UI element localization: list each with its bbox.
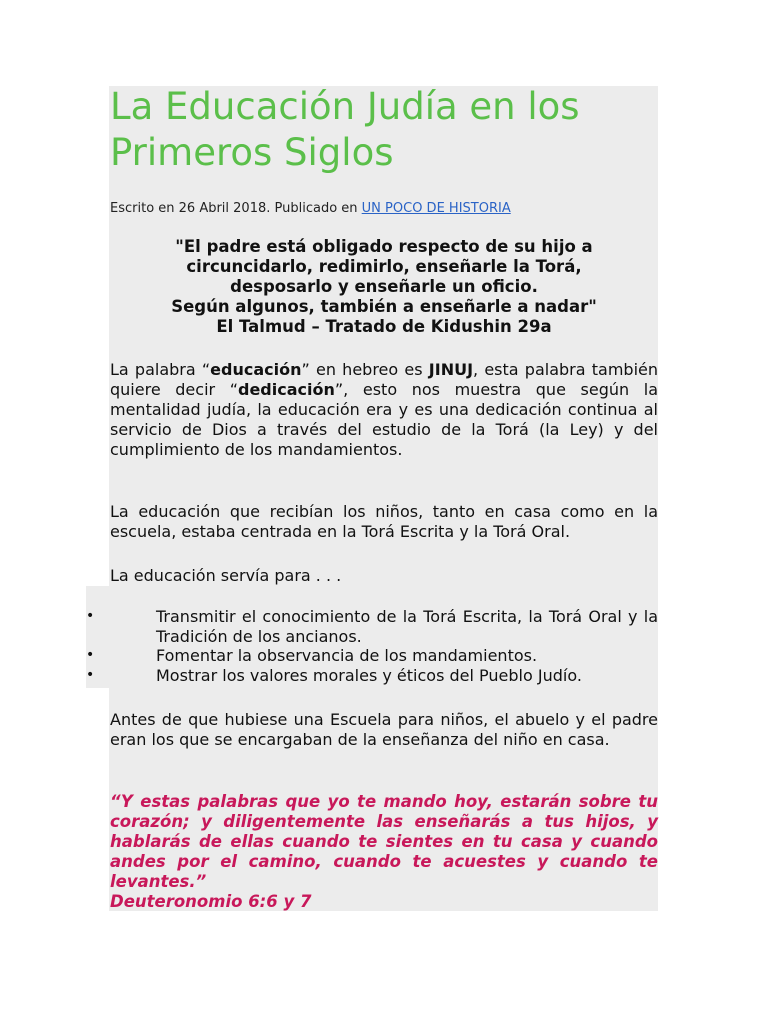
p1-text-3: , esta palabra también quiere decir “	[110, 360, 658, 399]
paragraph-education-meaning	[110, 360, 658, 460]
paragraph-before-school: Antes de que hubiese una Escuela para niños, el abuelo y el padre eran los que se encargaban de la enseñanza del niño en casa.	[110, 710, 658, 749]
bullet-icon: •	[86, 666, 95, 683]
paragraph-education-purpose: La educación servía para . . .	[110, 566, 342, 585]
verse-body: “Y estas palabras que yo te mando hoy, estarán sobre tu corazón; y diligentemente las enseñarás a tus hijos, y hablarás de ellas cuando te sientes en tu casa y cuando andes por el camino, cuando te acuestes y cuando te levantes.”	[110, 792, 658, 891]
quote-line-2: circuncidarlo, redimirlo, enseñarle la Torá,	[186, 257, 582, 276]
quote-line-3: desposarlo y enseñarle un oficio.	[230, 277, 538, 296]
verse-reference: Deuteronomio 6:6 y 7	[110, 892, 312, 911]
term-educacion: educación	[210, 360, 302, 379]
list-item	[86, 646, 658, 666]
talmud-quote	[110, 237, 658, 337]
term-jinuj: JINUJ	[428, 360, 474, 379]
quote-line-4: Según algunos, también a enseñarle a nadar"	[171, 297, 597, 316]
bullet-icon: •	[86, 647, 95, 663]
list-item	[86, 666, 658, 686]
paragraph-children-education: La educación que recibían los niños, tanto en casa como en la escuela, estaba centrada en la Torá Escrita y la Torá Oral.	[110, 502, 658, 541]
bullet-icon: •	[86, 608, 95, 624]
article-title: La Educación Judía en los Primeros Siglos	[110, 85, 580, 174]
quote-source: El Talmud – Tratado de Kidushin 29a	[216, 317, 552, 336]
article-meta	[110, 200, 511, 218]
category-link[interactable]: UN POCO DE HISTORIA	[361, 201, 511, 216]
list-item-text: Transmitir el conocimiento de la Torá Escrita, la Torá Oral y la Tradición de los ancianos.	[156, 607, 658, 646]
p1-text-1: La palabra “	[110, 360, 211, 379]
deuteronomy-verse	[110, 792, 658, 912]
list-item-text: Fomentar la observancia de los mandamientos.	[156, 646, 538, 665]
p1-text-4: ”, esto nos muestra que según la mentalidad judía, la educación era y es una dedicación continua al servicio de Dios a través del estudio de la Torá (la Ley) y del cumplimiento de los mandamientos.	[110, 380, 659, 459]
purpose-list	[86, 607, 658, 685]
list-item-text: Mostrar los valores morales y éticos del Pueblo Judío.	[156, 665, 582, 685]
p1-text-2: ” en hebreo es	[301, 360, 429, 379]
meta-text: Escrito en 26 Abril 2018. Publicado en	[110, 201, 362, 216]
list-item	[86, 607, 658, 646]
quote-line-1: "El padre está obligado respecto de su hijo a	[175, 237, 593, 256]
term-dedicacion: dedicación	[238, 380, 335, 399]
